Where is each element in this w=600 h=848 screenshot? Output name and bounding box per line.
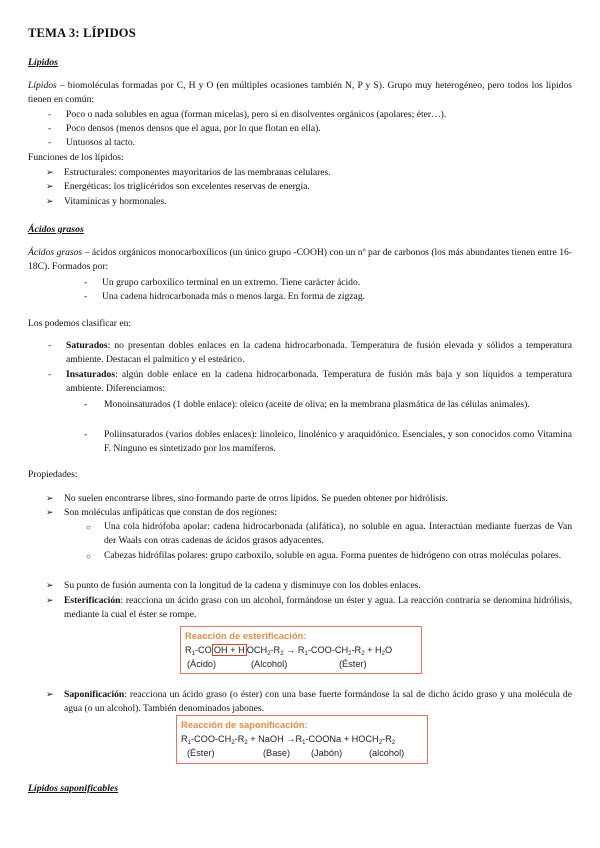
- list-item: Cabezas hidrófilas polares: grupo carboxilo, soluble en agua. Forma puentes de hidrógeno con otras moléculas polares.: [104, 550, 562, 561]
- saturados-item: [66, 339, 572, 366]
- saturados-text: : no presentan dobles enlaces en la cadena hidrocarbonada. Temperatura de fusión elevada y sólidos a temperatura ambiente. Destacan el palmítico y el esteárico.: [66, 340, 572, 365]
- saturados-term: Saturados: [66, 340, 108, 351]
- clasificar-label: Los podemos clasificar en:: [28, 318, 132, 329]
- esterificacion-term: Esterificación: [64, 595, 121, 606]
- list-item: Vitamínicas y hormonales.: [64, 196, 167, 207]
- list-item: Energéticas: los triglicéridos son excelentes reservas de energía.: [64, 181, 310, 192]
- bullet-dash: -: [84, 399, 88, 410]
- section-heading-lipidos: Lípidos: [28, 57, 58, 68]
- list-item: Poco o nada solubles en agua (forman micelas), pero sí en disolventes orgánicos (apolares; éter…).: [66, 109, 447, 120]
- list-item: Su punto de fusión aumenta con la longitud de la cadena y disminuye con los dobles enlaces.: [64, 580, 421, 591]
- insaturados-text: : algún doble enlace en la cadena hidrocarbonada. Temperatura de fusión más baja y son líquidos a temperatura ambiente. Diferenciamos:: [66, 369, 572, 394]
- esterification-equation: $R_1-CO$ OH + H $OCH_2-R_2 \to R_1-COO-CH_2-R_2 + H_2O$: [185, 645, 393, 657]
- funciones-label: Funciones de los lípidos:: [28, 152, 124, 163]
- bullet-dash: -: [48, 109, 52, 120]
- list-item: Untuosos al tacto.: [66, 137, 136, 148]
- bullet-dash: -: [84, 429, 88, 440]
- circle-bullet-icon: ○: [86, 523, 91, 532]
- formula-label: (Ácido): [187, 659, 217, 669]
- bullet-dash: -: [48, 137, 52, 148]
- arrow-bullet-icon: ➢: [46, 595, 54, 605]
- formula-label: (Éster): [187, 748, 215, 758]
- arrow-bullet-icon: ➢: [46, 580, 54, 590]
- esterificacion-text: : reacciona un ácido graso con un alcohol, formándose un éster y agua. La reacción contraria se denomina hidrólisis, mediante la cual el éster se rompe.: [64, 595, 572, 620]
- section-heading-acidos-grasos: Ácidos grasos: [28, 224, 84, 235]
- saponificacion-term: Saponificación: [64, 689, 125, 700]
- bullet-dash: -: [48, 340, 52, 351]
- list-item: Poco densos (menos densos que el agua, por lo que flotan en ella).: [66, 123, 321, 134]
- bullet-dash: -: [48, 369, 52, 380]
- bullet-dash: -: [48, 123, 52, 134]
- list-item: Monoinsaturados (1 doble enlace): oleico (aceite de oliva; en la membrana plasmática de las células animales).: [104, 399, 530, 410]
- formula-title: Reacción de saponificación:: [181, 719, 308, 730]
- section-heading-lipidos-saponificables: Lípidos saponificables: [28, 783, 119, 794]
- insaturados-term: Insaturados: [66, 369, 116, 380]
- intro-paragraph: [28, 79, 572, 106]
- formula-label: (alcohol): [369, 748, 405, 758]
- propiedades-label: Propiedades:: [28, 469, 78, 480]
- arrow-bullet-icon: ➢: [46, 196, 54, 206]
- bullet-dash: -: [84, 291, 88, 302]
- arrow-bullet-icon: ➢: [46, 167, 54, 177]
- arrow-bullet-icon: ➢: [46, 181, 54, 191]
- intro-text: – biomoléculas formadas por C, H y O (en múltiples ocasiones también N, P y S). Grupo muy heterogéneo, pero todos los lípidos tienen en común:: [28, 80, 572, 105]
- formula-title: Reacción de esterificación:: [185, 630, 307, 641]
- arrow-bullet-icon: ➢: [46, 493, 54, 503]
- formula-label: (Jabón): [311, 748, 343, 758]
- circle-bullet-icon: ○: [86, 552, 91, 561]
- list-item: No suelen encontrarse libres, sino formando parte de otros lípidos. Se pueden obtener por hidrólisis.: [64, 493, 448, 504]
- page-title: TEMA 3: LÍPIDOS: [28, 26, 136, 40]
- acidos-text: – ácidos orgánicos monocarboxílicos (un único grupo -COOH) con un nº par de carbonos (los más abundantes tienen entre 16-18C). Formados por:: [28, 247, 572, 272]
- formula-label: (Éster): [339, 659, 367, 669]
- formula-label: (Base): [263, 748, 291, 758]
- esterification-formula-box: [180, 626, 422, 674]
- list-item: Una cadena hidrocarbonada más o menos larga. En forma de zigzag.: [102, 291, 366, 302]
- list-item: Son moléculas anfipáticas que constan de dos regiones:: [64, 507, 277, 518]
- insaturados-item: [66, 368, 572, 395]
- list-item: Una cola hidrófoba apolar: cadena hidrocarbonada (alifática), no soluble en agua. Interactúan mediante fuerzas de Van der Waals con otras cadenas de ácidos grasos adyacentes.: [104, 521, 572, 546]
- arrow-bullet-icon: ➢: [46, 689, 54, 699]
- list-item: Estructurales: componentes mayoritarios de las membranas celulares.: [64, 167, 331, 178]
- saponificacion-text: : reacciona un ácido graso (o éster) con una base fuerte formándose la sal de dicho ácido graso y una molécula de agua (o un alcohol). También denominados jabones.: [64, 689, 572, 714]
- intro-term: Lípidos: [28, 80, 57, 91]
- saponification-formula-box: [176, 715, 428, 764]
- bullet-dash: -: [84, 277, 88, 288]
- list-item: Un grupo carboxílico terminal en un extremo. Tiene carácter ácido.: [102, 277, 361, 288]
- list-item: Poliinsaturados (varios dobles enlaces): linoleico, linolénico y araquidónico. Esenciales, y son conocidos como Vitamina F. Ninguno es sintetizado por los mamíferos.: [104, 429, 572, 454]
- acidos-paragraph: [28, 246, 572, 273]
- arrow-bullet-icon: ➢: [46, 507, 54, 517]
- saponification-equation: $R_1-COO-CH_2-R_2$ + NaOH $\to R_1$-COONa + $HOCH_2-R_2$: [181, 734, 396, 746]
- acidos-term: Ácidos grasos: [28, 247, 83, 258]
- saponificacion-item: [64, 688, 572, 715]
- esterificacion-item: [64, 594, 572, 621]
- formula-label: (Alcohol): [251, 659, 288, 669]
